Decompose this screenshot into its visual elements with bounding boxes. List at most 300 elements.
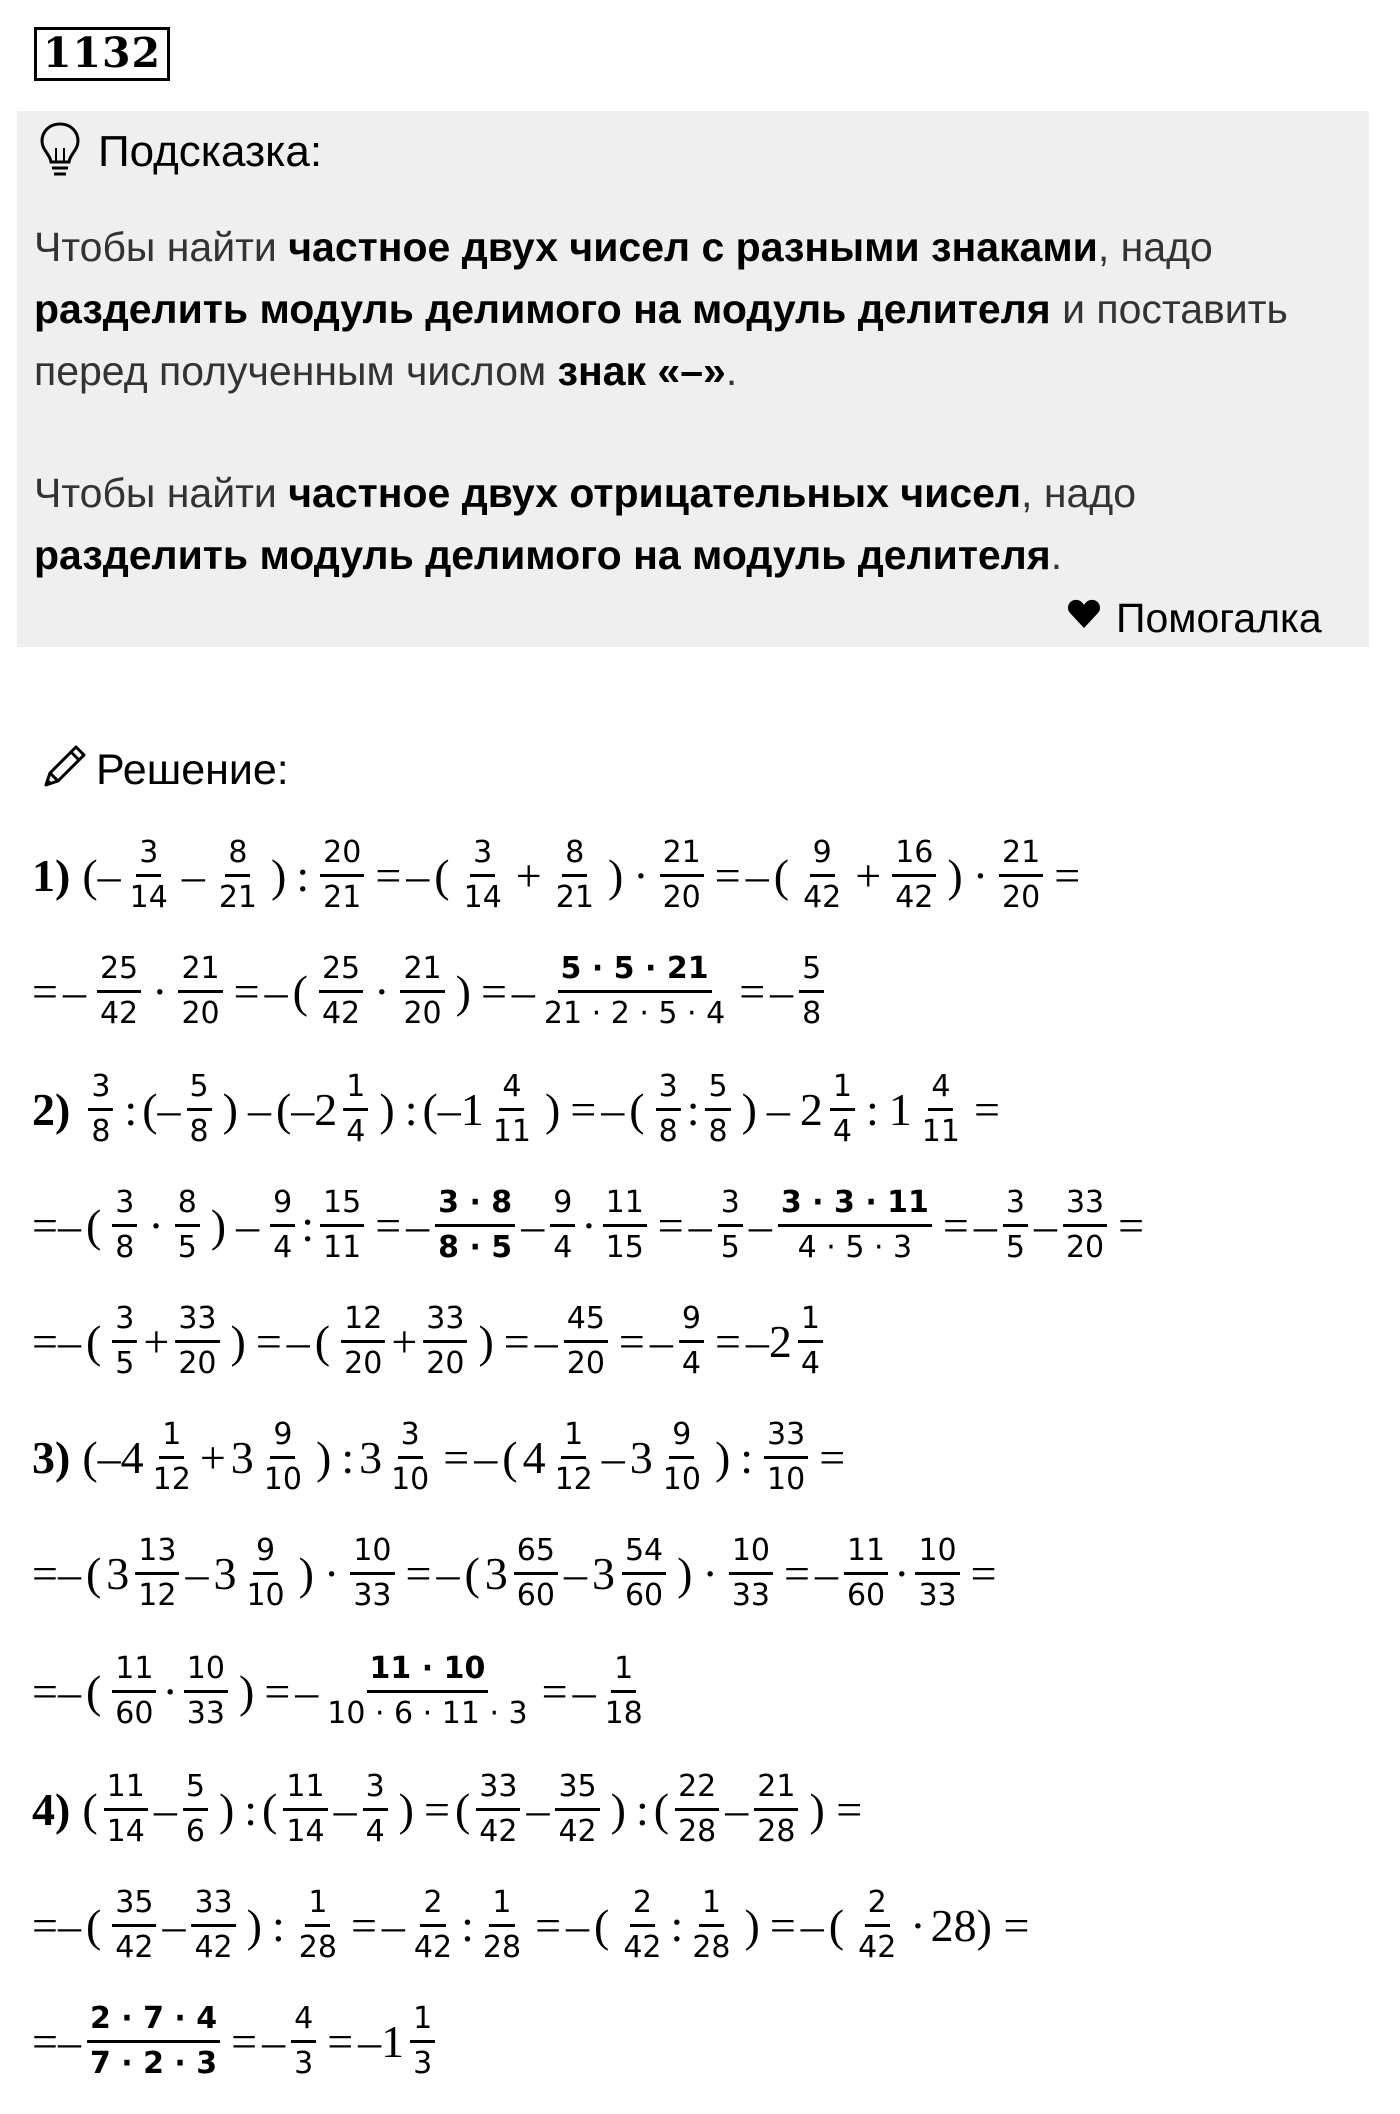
fraction	[184, 1652, 228, 1731]
math-symbol: )	[741, 1084, 757, 1135]
numerator: 33	[476, 1770, 520, 1811]
fraction	[660, 1418, 704, 1497]
denominator: 14	[463, 880, 502, 915]
fraction	[104, 1770, 148, 1849]
fraction	[1003, 1186, 1028, 1265]
math-symbol: –	[333, 1784, 357, 1835]
numerator: 8	[225, 836, 250, 877]
math-symbol: –	[247, 1084, 271, 1135]
denominator: 10	[662, 1462, 701, 1497]
math-symbol: =	[255, 1316, 282, 1367]
numerator: 3	[136, 836, 161, 877]
math-symbol: (	[653, 1784, 670, 1835]
fraction	[490, 1070, 534, 1149]
hint-paragraph-1	[34, 216, 1354, 402]
math-symbol: )	[677, 1548, 693, 1599]
math-symbol: (	[314, 1316, 331, 1367]
math-symbol: –	[474, 1432, 498, 1483]
math-symbol: –	[162, 1900, 186, 1951]
numerator: 33	[1063, 1186, 1107, 1227]
math-symbol: =	[480, 966, 507, 1017]
denominator: 8	[91, 1114, 111, 1149]
math-symbol: =	[32, 1666, 58, 1717]
math-symbol: –	[57, 1900, 81, 1951]
denominator: 20	[181, 996, 220, 1031]
fraction	[97, 952, 141, 1031]
math-symbol: :	[686, 1084, 700, 1135]
math-symbol: =	[739, 966, 766, 1017]
math-symbol: +	[143, 1316, 170, 1367]
hint-text: , надо	[1097, 224, 1213, 270]
denominator: 33	[731, 1578, 770, 1613]
eq-4-line-1	[32, 1770, 867, 1849]
math-symbol: ) =	[809, 1784, 863, 1835]
math-symbol: (–1	[422, 1084, 484, 1135]
math-symbol: ·	[581, 1200, 597, 1251]
math-symbol: =	[970, 1548, 997, 1599]
solution-title: Решение:	[96, 746, 289, 794]
math-symbol: +	[855, 850, 882, 901]
math-symbol: 3	[591, 1548, 615, 1599]
math-symbol: ·	[910, 1900, 926, 1951]
numerator: 3	[470, 836, 495, 877]
numerator: 1	[305, 1886, 330, 1927]
denominator: 11	[492, 1114, 531, 1149]
denominator: 21	[323, 880, 362, 915]
math-symbol: –	[153, 1784, 177, 1835]
numerator: 5	[187, 1070, 212, 1111]
math-symbol: –	[236, 1200, 260, 1251]
eq-1-line-1	[32, 836, 1085, 915]
math-symbol: )	[610, 1784, 626, 1835]
fraction	[88, 1070, 113, 1149]
math-symbol: (	[629, 1084, 645, 1135]
math-symbol: )	[455, 966, 471, 1017]
math-symbol: =	[405, 1548, 432, 1599]
math-symbol: (–	[82, 850, 121, 901]
math-symbol: –	[295, 1666, 319, 1717]
pencil-icon	[38, 741, 90, 793]
denominator: 5	[115, 1346, 135, 1381]
denominator: 8	[189, 1114, 209, 1149]
math-symbol: +	[199, 1432, 226, 1483]
denominator: 60	[516, 1578, 555, 1613]
fraction	[602, 1652, 646, 1731]
math-symbol: –4	[97, 1432, 144, 1483]
fraction	[622, 1534, 666, 1613]
math-symbol: )	[238, 1666, 255, 1717]
math-symbol: =	[503, 1316, 530, 1367]
numerator: 9	[550, 1186, 575, 1227]
math-symbol: )	[210, 1200, 227, 1251]
denominator: 33	[186, 1696, 225, 1731]
fraction	[553, 836, 597, 915]
math-symbol: =	[443, 1432, 470, 1483]
denominator: 20	[403, 996, 442, 1031]
math-symbol: )	[246, 1900, 262, 1951]
math-symbol: –	[526, 1784, 550, 1835]
math-symbol: ·	[162, 1666, 178, 1717]
numerator: 1	[159, 1418, 184, 1459]
denominator: 42	[858, 1930, 897, 1965]
math-symbol: )	[379, 1084, 395, 1135]
math-symbol: )	[744, 1900, 760, 1951]
hint-text: Чтобы найти	[34, 224, 289, 270]
fraction	[778, 1186, 932, 1265]
math-symbol: )	[298, 1548, 314, 1599]
math-symbol: –	[563, 1548, 587, 1599]
denominator: 20	[1065, 1230, 1105, 1265]
numerator: 5 · 5 · 21	[558, 952, 712, 993]
math-symbol: –	[185, 1548, 209, 1599]
math-symbol: 3	[213, 1548, 237, 1599]
fraction	[175, 1186, 200, 1265]
numerator: 35	[555, 1770, 599, 1811]
denominator: 8	[802, 996, 822, 1031]
numerator: 21	[178, 952, 222, 993]
hint-bold-text: разделить модуль делимого на модуль делителя	[34, 532, 1051, 578]
denominator: 42	[115, 1930, 154, 1965]
denominator: 4	[681, 1346, 701, 1381]
numerator: 1	[410, 2002, 435, 2043]
fraction	[400, 952, 444, 1031]
numerator: 12	[341, 1302, 385, 1343]
fraction	[705, 1070, 730, 1149]
hint-paragraph-2	[34, 462, 1354, 586]
fraction	[855, 1886, 899, 1965]
math-symbol: –	[57, 1666, 81, 1717]
fraction	[112, 1652, 156, 1731]
fraction	[423, 1302, 467, 1381]
numerator: 15	[320, 1186, 364, 1227]
math-symbol: :	[740, 1432, 754, 1483]
denominator: 12	[152, 1462, 191, 1497]
fraction	[388, 1418, 432, 1497]
numerator: 33	[423, 1302, 467, 1343]
eq-1-line-2	[32, 952, 830, 1031]
math-symbol: )	[271, 850, 287, 901]
fraction	[112, 1186, 137, 1265]
numerator: 11	[112, 1652, 156, 1693]
fraction	[350, 1534, 394, 1613]
numerator: 3 · 3 · 11	[778, 1186, 932, 1227]
denominator: 10	[246, 1578, 285, 1613]
math-symbol: –	[770, 966, 794, 1017]
fraction	[799, 952, 824, 1031]
numerator: 8	[175, 1186, 200, 1227]
fraction	[754, 1770, 798, 1849]
math-symbol: =	[375, 1200, 402, 1251]
math-symbol: (	[85, 1200, 102, 1251]
numerator: 3	[363, 1770, 388, 1811]
fraction	[112, 1886, 156, 1965]
fraction	[320, 1186, 364, 1265]
denominator: 42	[895, 880, 934, 915]
denominator: 8 · 5	[438, 1230, 513, 1265]
numerator: 2	[420, 1886, 445, 1927]
fraction	[675, 1770, 719, 1849]
math-symbol: )	[315, 1432, 332, 1483]
math-symbol: =	[714, 850, 741, 901]
math-symbol: =	[714, 1316, 741, 1367]
math-symbol: (	[85, 1316, 102, 1367]
math-symbol: –	[601, 1432, 625, 1483]
eq-3-line-2	[32, 1534, 1002, 1613]
math-symbol: –	[57, 1200, 81, 1251]
math-symbol: =	[769, 1900, 796, 1951]
denominator: 4	[553, 1230, 573, 1265]
denominator: 4 · 5 · 3	[797, 1230, 913, 1265]
math-symbol: –	[745, 850, 769, 901]
denominator: 21 · 2 · 5 · 4	[543, 996, 726, 1031]
denominator: 4	[365, 1814, 385, 1849]
math-symbol: =	[32, 1900, 58, 1951]
lightbulb-icon	[38, 120, 82, 180]
credit-label: Помогалка	[1116, 595, 1322, 641]
denominator: 20	[178, 1346, 217, 1381]
math-symbol: :	[341, 1432, 355, 1483]
fraction	[343, 1070, 368, 1149]
numerator: 10	[350, 1534, 394, 1575]
numerator: 3	[398, 1418, 423, 1459]
denominator: 14	[106, 1814, 145, 1849]
fraction	[603, 1186, 647, 1265]
math-symbol: (	[828, 1900, 845, 1951]
eq-2-line-1	[32, 1070, 1005, 1149]
fraction	[660, 836, 704, 915]
fraction	[435, 1186, 515, 1265]
fraction	[363, 1770, 388, 1849]
denominator: 60	[624, 1578, 664, 1613]
denominator: 20	[566, 1346, 605, 1381]
math-symbol: =	[819, 1432, 846, 1483]
math-symbol: =	[618, 1316, 645, 1367]
numerator: 65	[514, 1534, 558, 1575]
denominator: 21	[555, 880, 594, 915]
eq-2-line-3	[32, 1302, 829, 1381]
fraction	[564, 1302, 608, 1381]
fraction	[291, 2002, 316, 2081]
numerator: 1	[561, 1418, 586, 1459]
fraction	[283, 1770, 327, 1849]
fraction	[552, 1418, 596, 1497]
math-symbol: (	[262, 1784, 278, 1835]
numerator: 13	[135, 1534, 179, 1575]
math-symbol: (	[594, 1900, 610, 1951]
numerator: 22	[675, 1770, 719, 1811]
numerator: 10	[915, 1534, 959, 1575]
math-symbol: (	[434, 850, 450, 901]
denominator: 15	[605, 1230, 644, 1265]
math-symbol: ·	[972, 850, 989, 901]
numerator: 9	[253, 1534, 278, 1575]
denominator: 21	[218, 880, 258, 915]
denominator: 8	[708, 1114, 728, 1149]
fraction	[620, 1886, 664, 1965]
denominator: 10	[391, 1462, 430, 1497]
denominator: 42	[99, 996, 139, 1031]
fraction	[800, 836, 844, 915]
denominator: 3	[413, 2046, 433, 2081]
numerator: 10	[729, 1534, 773, 1575]
math-symbol: )	[947, 850, 963, 901]
numerator: 9	[270, 1418, 295, 1459]
hint-bold-text: частное двух отрицательных чисел	[288, 470, 1022, 516]
math-symbol: –	[286, 1316, 310, 1367]
math-symbol: )	[222, 1084, 238, 1135]
math-symbol: )	[545, 1084, 561, 1135]
numerator: 8	[562, 836, 587, 877]
math-symbol: =	[350, 1900, 377, 1951]
fraction	[798, 1302, 823, 1381]
denominator: 28	[757, 1814, 796, 1849]
math-symbol: –	[1033, 1200, 1057, 1251]
math-symbol: –	[688, 1200, 712, 1251]
math-symbol: (	[454, 1784, 471, 1835]
task-item-label: 1)	[32, 850, 71, 901]
numerator: 3	[1003, 1186, 1028, 1227]
math-symbol: (	[85, 1548, 102, 1599]
eq-3-line-3	[32, 1652, 652, 1731]
math-symbol: –	[381, 1900, 405, 1951]
fraction	[764, 1418, 808, 1497]
math-symbol: =	[657, 1200, 684, 1251]
denominator: 28	[482, 1930, 522, 1965]
math-symbol: –	[566, 1900, 590, 1951]
math-symbol: (	[85, 1666, 102, 1717]
numerator: 9	[669, 1418, 694, 1459]
denominator: 5	[720, 1230, 740, 1265]
math-symbol: ·	[894, 1548, 910, 1599]
math-symbol: =	[423, 1784, 450, 1835]
fraction	[150, 1418, 194, 1497]
fraction	[270, 1186, 295, 1265]
task-item-label: 3)	[32, 1432, 71, 1483]
eq-2-line-2	[32, 1186, 1149, 1265]
fraction	[476, 1770, 520, 1849]
numerator: 45	[564, 1302, 608, 1343]
math-symbol: –	[572, 1666, 596, 1717]
fraction	[679, 1302, 704, 1381]
heart-icon	[1067, 598, 1101, 630]
denominator: 42	[479, 1814, 518, 1849]
task-number: 1132	[34, 27, 170, 81]
fraction	[550, 1186, 575, 1265]
task-item-label: 4)	[32, 1784, 71, 1835]
fraction	[480, 1886, 524, 1965]
math-symbol: –	[649, 1316, 673, 1367]
denominator: 20	[662, 880, 701, 915]
math-symbol: :	[635, 1784, 649, 1835]
math-symbol: (	[773, 850, 790, 901]
numerator: 21	[754, 1770, 798, 1811]
numerator: 11	[283, 1770, 327, 1811]
hint-title: Подсказка:	[98, 127, 323, 176]
fraction	[320, 836, 364, 915]
numerator: 11 · 10	[367, 1652, 489, 1693]
math-symbol: –	[436, 1548, 460, 1599]
denominator: 60	[846, 1578, 886, 1613]
denominator: 3	[294, 2046, 314, 2081]
math-symbol: (	[82, 1784, 98, 1835]
math-symbol: –	[262, 2016, 286, 2067]
denominator: 12	[138, 1578, 177, 1613]
math-symbol: ·	[152, 966, 168, 1017]
denominator: 6	[185, 1814, 205, 1849]
fraction	[127, 836, 171, 915]
math-symbol: 3	[484, 1548, 508, 1599]
denominator: 28	[678, 1814, 717, 1849]
math-symbol: –2	[745, 1316, 792, 1367]
fraction	[178, 952, 222, 1031]
denominator: 42	[623, 1930, 662, 1965]
math-symbol: –	[725, 1784, 749, 1835]
math-symbol: –	[521, 1200, 545, 1251]
math-symbol: –	[406, 850, 430, 901]
math-symbol: =	[570, 1084, 597, 1135]
fraction	[112, 1302, 137, 1381]
math-symbol: ·	[374, 966, 390, 1017]
fraction	[183, 1770, 208, 1849]
numerator: 3	[718, 1186, 743, 1227]
numerator: 3	[88, 1070, 113, 1111]
math-symbol: –	[511, 966, 535, 1017]
numerator: 33	[175, 1302, 219, 1343]
math-symbol: –	[601, 1084, 625, 1135]
math-symbol: –1	[358, 2016, 405, 2067]
fraction	[324, 1652, 530, 1731]
math-symbol: =	[233, 966, 260, 1017]
numerator: 20	[320, 836, 364, 877]
hint-bold-text: частное двух чисел с разными знаками	[288, 224, 1098, 270]
math-symbol: (–2	[275, 1084, 338, 1135]
math-symbol: =	[327, 2016, 354, 2067]
fraction	[830, 1070, 855, 1149]
denominator: 5	[1005, 1230, 1025, 1265]
numerator: 25	[97, 952, 141, 993]
denominator: 20	[344, 1346, 383, 1381]
numerator: 21	[999, 836, 1043, 877]
math-symbol: =	[1054, 850, 1081, 901]
fraction	[191, 1886, 235, 1965]
numerator: 11	[104, 1770, 148, 1811]
math-symbol: (	[502, 1432, 518, 1483]
fraction	[892, 836, 936, 915]
denominator: 18	[604, 1696, 643, 1731]
numerator: 5	[183, 1770, 208, 1811]
fraction	[261, 1418, 305, 1497]
denominator: 10 · 6 · 11 · 3	[327, 1696, 528, 1731]
hint-text: Чтобы найти	[34, 470, 289, 516]
math-symbol: =	[375, 850, 402, 901]
fraction	[243, 1534, 287, 1613]
numerator: 1	[611, 1652, 636, 1693]
math-symbol: =	[32, 1200, 58, 1251]
numerator: 33	[191, 1886, 235, 1927]
fraction	[461, 836, 505, 915]
numerator: 54	[622, 1534, 666, 1575]
eq-4-line-3	[32, 2002, 441, 2081]
math-symbol: =	[784, 1548, 810, 1599]
math-symbol: –	[748, 1200, 772, 1251]
fraction	[689, 1886, 733, 1965]
numerator: 5	[799, 952, 824, 993]
math-symbol: :	[866, 1084, 879, 1135]
math-symbol: =	[32, 2016, 58, 2067]
fraction	[729, 1534, 773, 1613]
fraction	[919, 1070, 963, 1149]
math-symbol: –	[766, 1084, 790, 1135]
